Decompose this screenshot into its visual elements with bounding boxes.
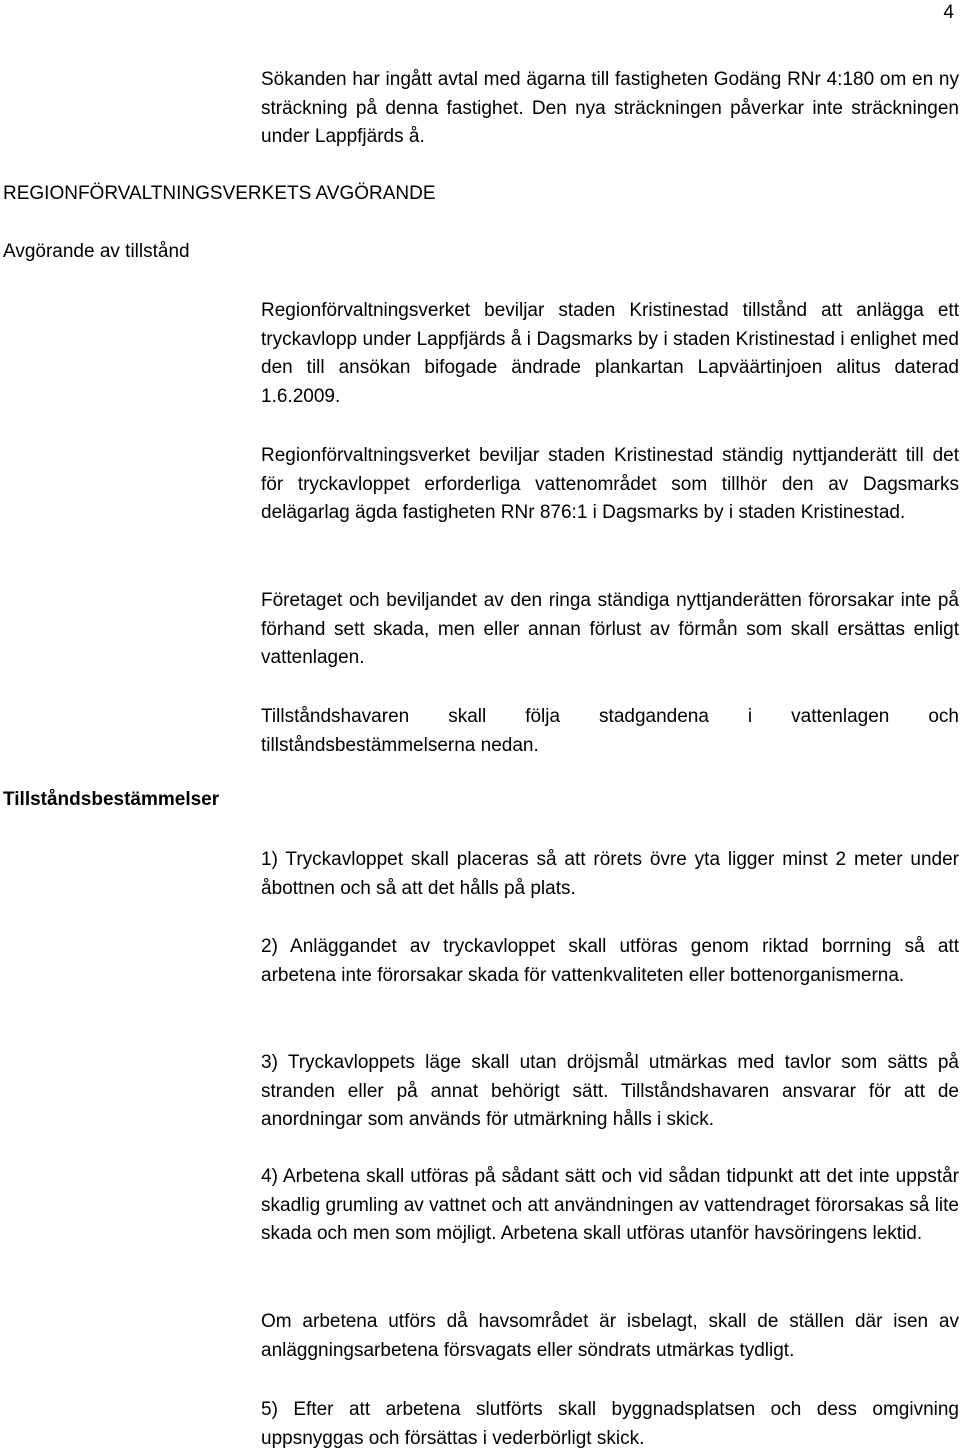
decision-paragraph: Tillståndshavaren skall följa stadgandena i vattenlagen och tillståndsbestämmelserna nedan. [261,706,959,756]
decision-paragraph: Regionförvaltningsverket beviljar staden Kristinestad ständig nyttjanderätt till det för tryckavloppet erforderliga vattenområdet som tillhör den av Dagsmarks delägarlag ägda fastigheten RNr 876:1 i Dagsmarks by i staden Kristinestad. [261,445,959,524]
condition-item: Om arbetena utförs då havsområdet är isbelagt, skall de ställen där isen av anläggningsarbetena försvagats eller söndrats utmärkas tydligt. [261,1311,959,1361]
condition-item: 1) Tryckavloppet skall placeras så att rörets övre yta ligger minst 2 meter under åbottnen och så att det hålls på plats. [261,849,959,899]
section-heading: REGIONFÖRVALTNINGSVERKETS AVGÖRANDE [3,183,436,204]
condition-item: 3) Tryckavloppets läge skall utan dröjsmål utmärkas med tavlor som sätts på stranden eller på annat behörigt sätt. Tillståndshavaren ansvarar för att de anordningar som används för utmärkning hålls i skick. [261,1052,959,1131]
page-number: 4 [943,2,954,23]
decision-paragraph: Företaget och beviljandet av den ringa ständiga nyttjanderätten förorsakar inte på förhand sett skada, men eller annan förlust av förmån som skall ersättas enligt vattenlagen. [261,590,959,669]
subheading-conditions: Tillståndsbestämmelser [3,789,220,810]
condition-item: 4) Arbetena skall utföras på sådant sätt och vid sådan tidpunkt att det inte uppstår skadlig grumling av vattnet och att användningen av vattendraget förorsakas så lite skada och men som möjligt. Arbetena skall utföras utanför havsöringens lektid. [261,1166,959,1245]
decision-paragraph: Regionförvaltningsverket beviljar staden Kristinestad tillstånd att anlägga ett tryckavlopp under Lappfjärds å i Dagsmarks by i staden Kristinestad i enlighet med den till ansökan bifogade ändrade plankartan Lapväärtinjoen alitus daterad 1.6.2009. [261,300,959,408]
subheading-permit: Avgörande av tillstånd [3,241,190,262]
condition-item: 2) Anläggandet av tryckavloppet skall utföras genom riktad borrning så att arbetena inte förorsakar skada för vattenkvaliteten eller bottenorganismerna. [261,936,959,986]
intro-paragraph: Sökanden har ingått avtal med ägarna till fastigheten Godäng RNr 4:180 om en ny sträckning på denna fastighet. Den nya sträckningen påverkar inte sträckningen under Lappfjärds å. [261,69,959,148]
condition-item: 5) Efter att arbetena slutförts skall byggnadsplatsen och dess omgivning uppsnyggas och försättas i vederbörligt skick. [261,1399,959,1449]
